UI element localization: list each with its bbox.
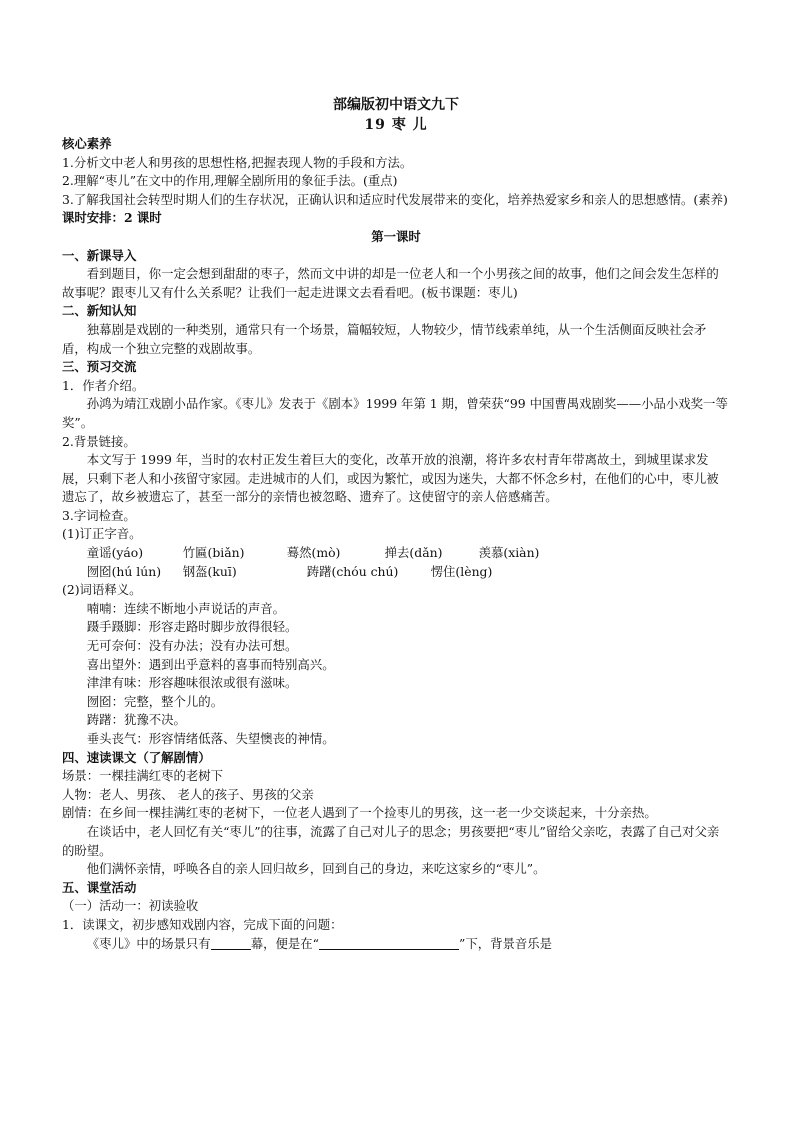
fill-text-b: 幕，便是在“ bbox=[250, 935, 319, 951]
definition-item: 喃喃：连续不断地小声说话的声音。 bbox=[86, 600, 286, 616]
definitions-label: (2)词语释义。 bbox=[62, 582, 142, 598]
definition-item: 垂头丧气：形容情绪低落、失望懊丧的神情。 bbox=[86, 731, 335, 746]
section-4-title: 四、速读课文（了解剧情） bbox=[62, 749, 211, 765]
definition-item: 囫囵：完整，整个儿的。 bbox=[86, 693, 224, 709]
section-5-title: 五、课堂活动 bbox=[62, 879, 137, 895]
section-2-title: 二、新知认知 bbox=[62, 303, 137, 319]
definition-item: 喜出望外：遇到出乎意料的喜事而特别高兴。 bbox=[86, 656, 335, 672]
lesson1-heading: 第一课时 bbox=[371, 228, 421, 244]
document-page bbox=[62, 96, 730, 953]
blank-scene-place[interactable] bbox=[319, 937, 459, 950]
pronunciation-row-2 bbox=[62, 563, 730, 582]
section-2-text: 独幕剧是戏剧的一种类别，通常只有一个场景，篇幅较短，人物较少，情节线索单纯，从一个生活侧面反映社会矛盾，构成一个独立完整的戏剧故事。 bbox=[62, 321, 707, 356]
pron-word: 愣住(lèng) bbox=[430, 563, 493, 579]
pron-word: 钢盔(kuī) bbox=[182, 563, 237, 579]
pron-word: 蓦然(mò) bbox=[286, 545, 341, 561]
activity-1-question: 1．读课文，初步感知戏剧内容，完成下面的问题： bbox=[62, 916, 343, 932]
pronunciation-row-1 bbox=[62, 544, 730, 563]
plot-text: 剧情：在乡间一棵挂满红枣的老树下，一位老人遇到了一个捡枣儿的男孩，这一老一少交谈起来，十分亲热。 bbox=[62, 805, 657, 821]
definitions-list bbox=[62, 600, 730, 749]
background-text: 本文写于 1999 年，当时的农村正发生着巨大的变化，改革开放的浪潮，将许多农村青年带离故土，到城里谋求发展，只剩下老人和小孩留守家园。走进城市的人们，或因为繁忙，或因为迷失，大都不怀念乡村，在他们的心中，枣儿被遗忘了，故乡被遗忘了，甚至一部分的亲情也被忽略、遗弃了。这使留守的亲人倍感痛苦。 bbox=[62, 452, 719, 505]
author-text: 孙鸿为靖江戏剧小品作家。《枣儿》发表于《剧本》1999 年第 1 期，曾荣获“99 中国曹禺戏剧奖——小品小戏奖一等奖”。 bbox=[62, 396, 728, 430]
activity-1-fill-line bbox=[62, 935, 730, 954]
lesson-title: 19 枣 儿 bbox=[364, 117, 428, 133]
section-3-title: 三、预习交流 bbox=[62, 359, 137, 375]
core-item-3: 3.了解我国社会转型时期人们的生存状况，正确认识和适应时代发展带来的变化，培养热爱家乡和亲人的思想感情。(素养) bbox=[62, 191, 728, 207]
pron-word: 羡慕(xiàn) bbox=[478, 545, 540, 561]
core-item-2: 2.理解“枣儿”在文中的作用,理解全剧所用的象征手法。(重点) bbox=[62, 173, 398, 189]
characters-line: 人物：老人、男孩、 老人的孩子、男孩的父亲 bbox=[62, 786, 314, 802]
plot-text-2: 在谈话中，老人回忆有关“枣儿”的往事，流露了自己对儿子的思念；男孩要把“枣儿”留给父亲吃，表露了自己对父亲的盼望。 bbox=[62, 823, 720, 858]
schedule-line: 课时安排：2 课时 bbox=[62, 210, 162, 226]
fill-text-a: 《枣儿》中的场景只有 bbox=[86, 935, 211, 951]
definition-item: 无可奈何：没有办法；没有办法可想。 bbox=[86, 638, 298, 654]
definition-item: 踌躇：犹豫不决。 bbox=[86, 712, 186, 728]
pron-word: 童谣(yáo) bbox=[86, 545, 144, 561]
plot-text-3: 他们满怀亲情，呼唤各自的亲人回归故乡，回到自己的身边，来吃这家乡的“枣儿”。 bbox=[86, 861, 546, 877]
core-heading: 核心素养 bbox=[62, 136, 112, 151]
section-1-title: 一、新课导入 bbox=[62, 247, 137, 263]
fill-text-c: ”下，背景音乐是 bbox=[459, 935, 553, 951]
scene-line: 场景：一棵挂满红枣的老树下 bbox=[62, 768, 224, 784]
definition-item: 津津有味：形容趣味很浓或很有滋味。 bbox=[86, 675, 298, 691]
pron-word: 掸去(dǎn) bbox=[384, 545, 443, 561]
blank-scene-count[interactable] bbox=[211, 937, 251, 950]
core-item-1: 1.分析文中老人和男孩的思想性格,把握表现人物的手段和方法。 bbox=[62, 154, 413, 170]
section-1-text: 看到题目，你一定会想到甜甜的枣子，然而文中讲的却是一位老人和一个小男孩之间的故事，他们之间会发生怎样的故事呢？跟枣儿又有什么关系呢？让我们一起走进课文去看看吧。(板书课题：枣儿) bbox=[62, 266, 719, 300]
definition-item: 蹑手蹑脚：形容走路时脚步放得很轻。 bbox=[86, 619, 298, 635]
pron-word: 竹匾(biǎn) bbox=[182, 545, 245, 561]
pron-word: 踌躇(chóu chú) bbox=[306, 563, 399, 579]
author-label: 1．作者介绍。 bbox=[62, 377, 145, 393]
activity-1-title: （一）活动一：初读验收 bbox=[62, 898, 199, 914]
words-label: 3.字词检查。 bbox=[62, 507, 136, 523]
document-title: 部编版初中语文九下 bbox=[333, 97, 459, 113]
pron-word: 囫囵(hú lún) bbox=[86, 563, 162, 579]
background-label: 2.背景链接。 bbox=[62, 433, 136, 449]
pronunciation-label: (1)订正字音。 bbox=[62, 526, 142, 542]
